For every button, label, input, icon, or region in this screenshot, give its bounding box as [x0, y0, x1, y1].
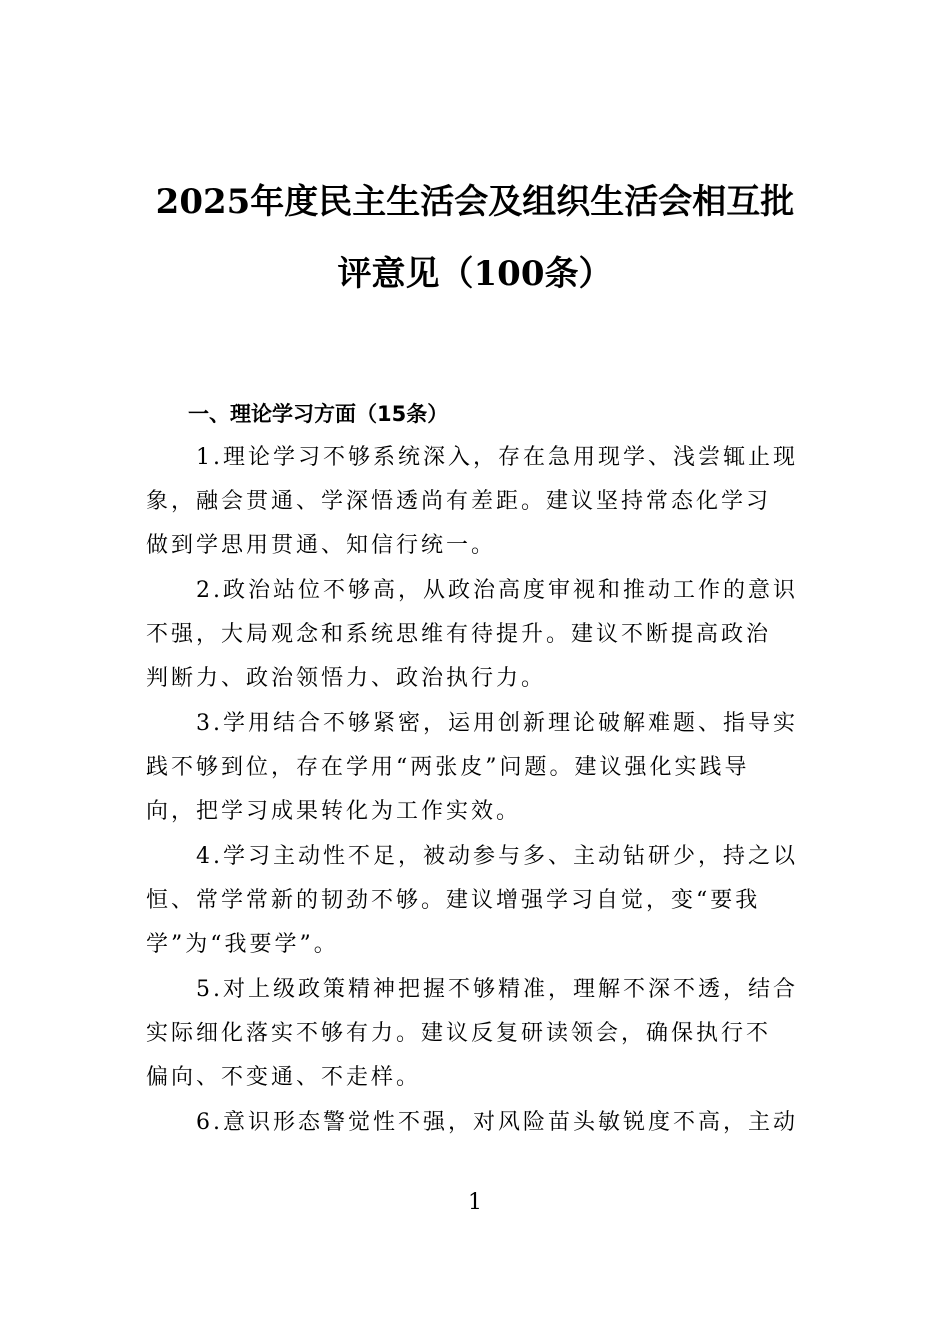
paragraph-line: 实际细化落实不够有力。建议反复研读领会，确保执行不 — [146, 1021, 772, 1046]
paragraph-6 — [146, 1101, 806, 1145]
paragraph-4 — [146, 835, 806, 967]
paragraph-line: 践不够到位，存在学用“两张皮”问题。建议强化实践导 — [146, 755, 750, 780]
paragraph-line: 学”为“我要学”。 — [146, 932, 339, 957]
paragraph-5 — [146, 968, 806, 1100]
paragraph-2 — [146, 569, 806, 701]
paragraph-line: 4.学习主动性不足，被动参与多、主动钻研少，持之以 — [196, 844, 798, 869]
document-body — [146, 392, 806, 1145]
paragraph-line: 5.对上级政策精神把握不够精准，理解不深不透，结合 — [196, 977, 798, 1002]
paragraph-line: 象，融会贯通、学深悟透尚有差距。建议坚持常态化学习 — [146, 489, 772, 514]
section-heading: 一、理论学习方面（15条） — [188, 402, 449, 426]
paragraph-line: 3.学用结合不够紧密，运用创新理论破解难题、指导实 — [196, 711, 798, 736]
paragraph-line: 偏向、不变通、不走样。 — [146, 1065, 422, 1090]
paragraph-line: 向，把学习成果转化为工作实效。 — [146, 799, 522, 824]
paragraph-line: 恒、常学常新的韧劲不够。建议增强学习自觉，变“要我 — [146, 888, 761, 913]
paragraph-line: 做到学思用贯通、知信行统一。 — [146, 533, 497, 558]
paragraph-1 — [146, 436, 806, 568]
title-line: 评意见（100条） — [337, 254, 613, 294]
paragraph-line: 2.政治站位不够高，从政治高度审视和推动工作的意识 — [196, 578, 798, 603]
paragraph-line: 不强，大局观念和系统思维有待提升。建议不断提高政治 — [146, 622, 772, 647]
paragraph-line: 判断力、政治领悟力、政治执行力。 — [146, 666, 547, 691]
paragraph-line: 6.意识形态警觉性不强，对风险苗头敏锐度不高，主动 — [196, 1110, 798, 1135]
document-title — [130, 166, 820, 310]
paragraph-3 — [146, 702, 806, 834]
paragraph-line: 1.理论学习不够系统深入，存在急用现学、浅尝辄止现 — [196, 445, 798, 470]
page-number: 1 — [468, 1190, 482, 1215]
title-line: 2025年度民主生活会及组织生活会相互批 — [155, 182, 795, 222]
